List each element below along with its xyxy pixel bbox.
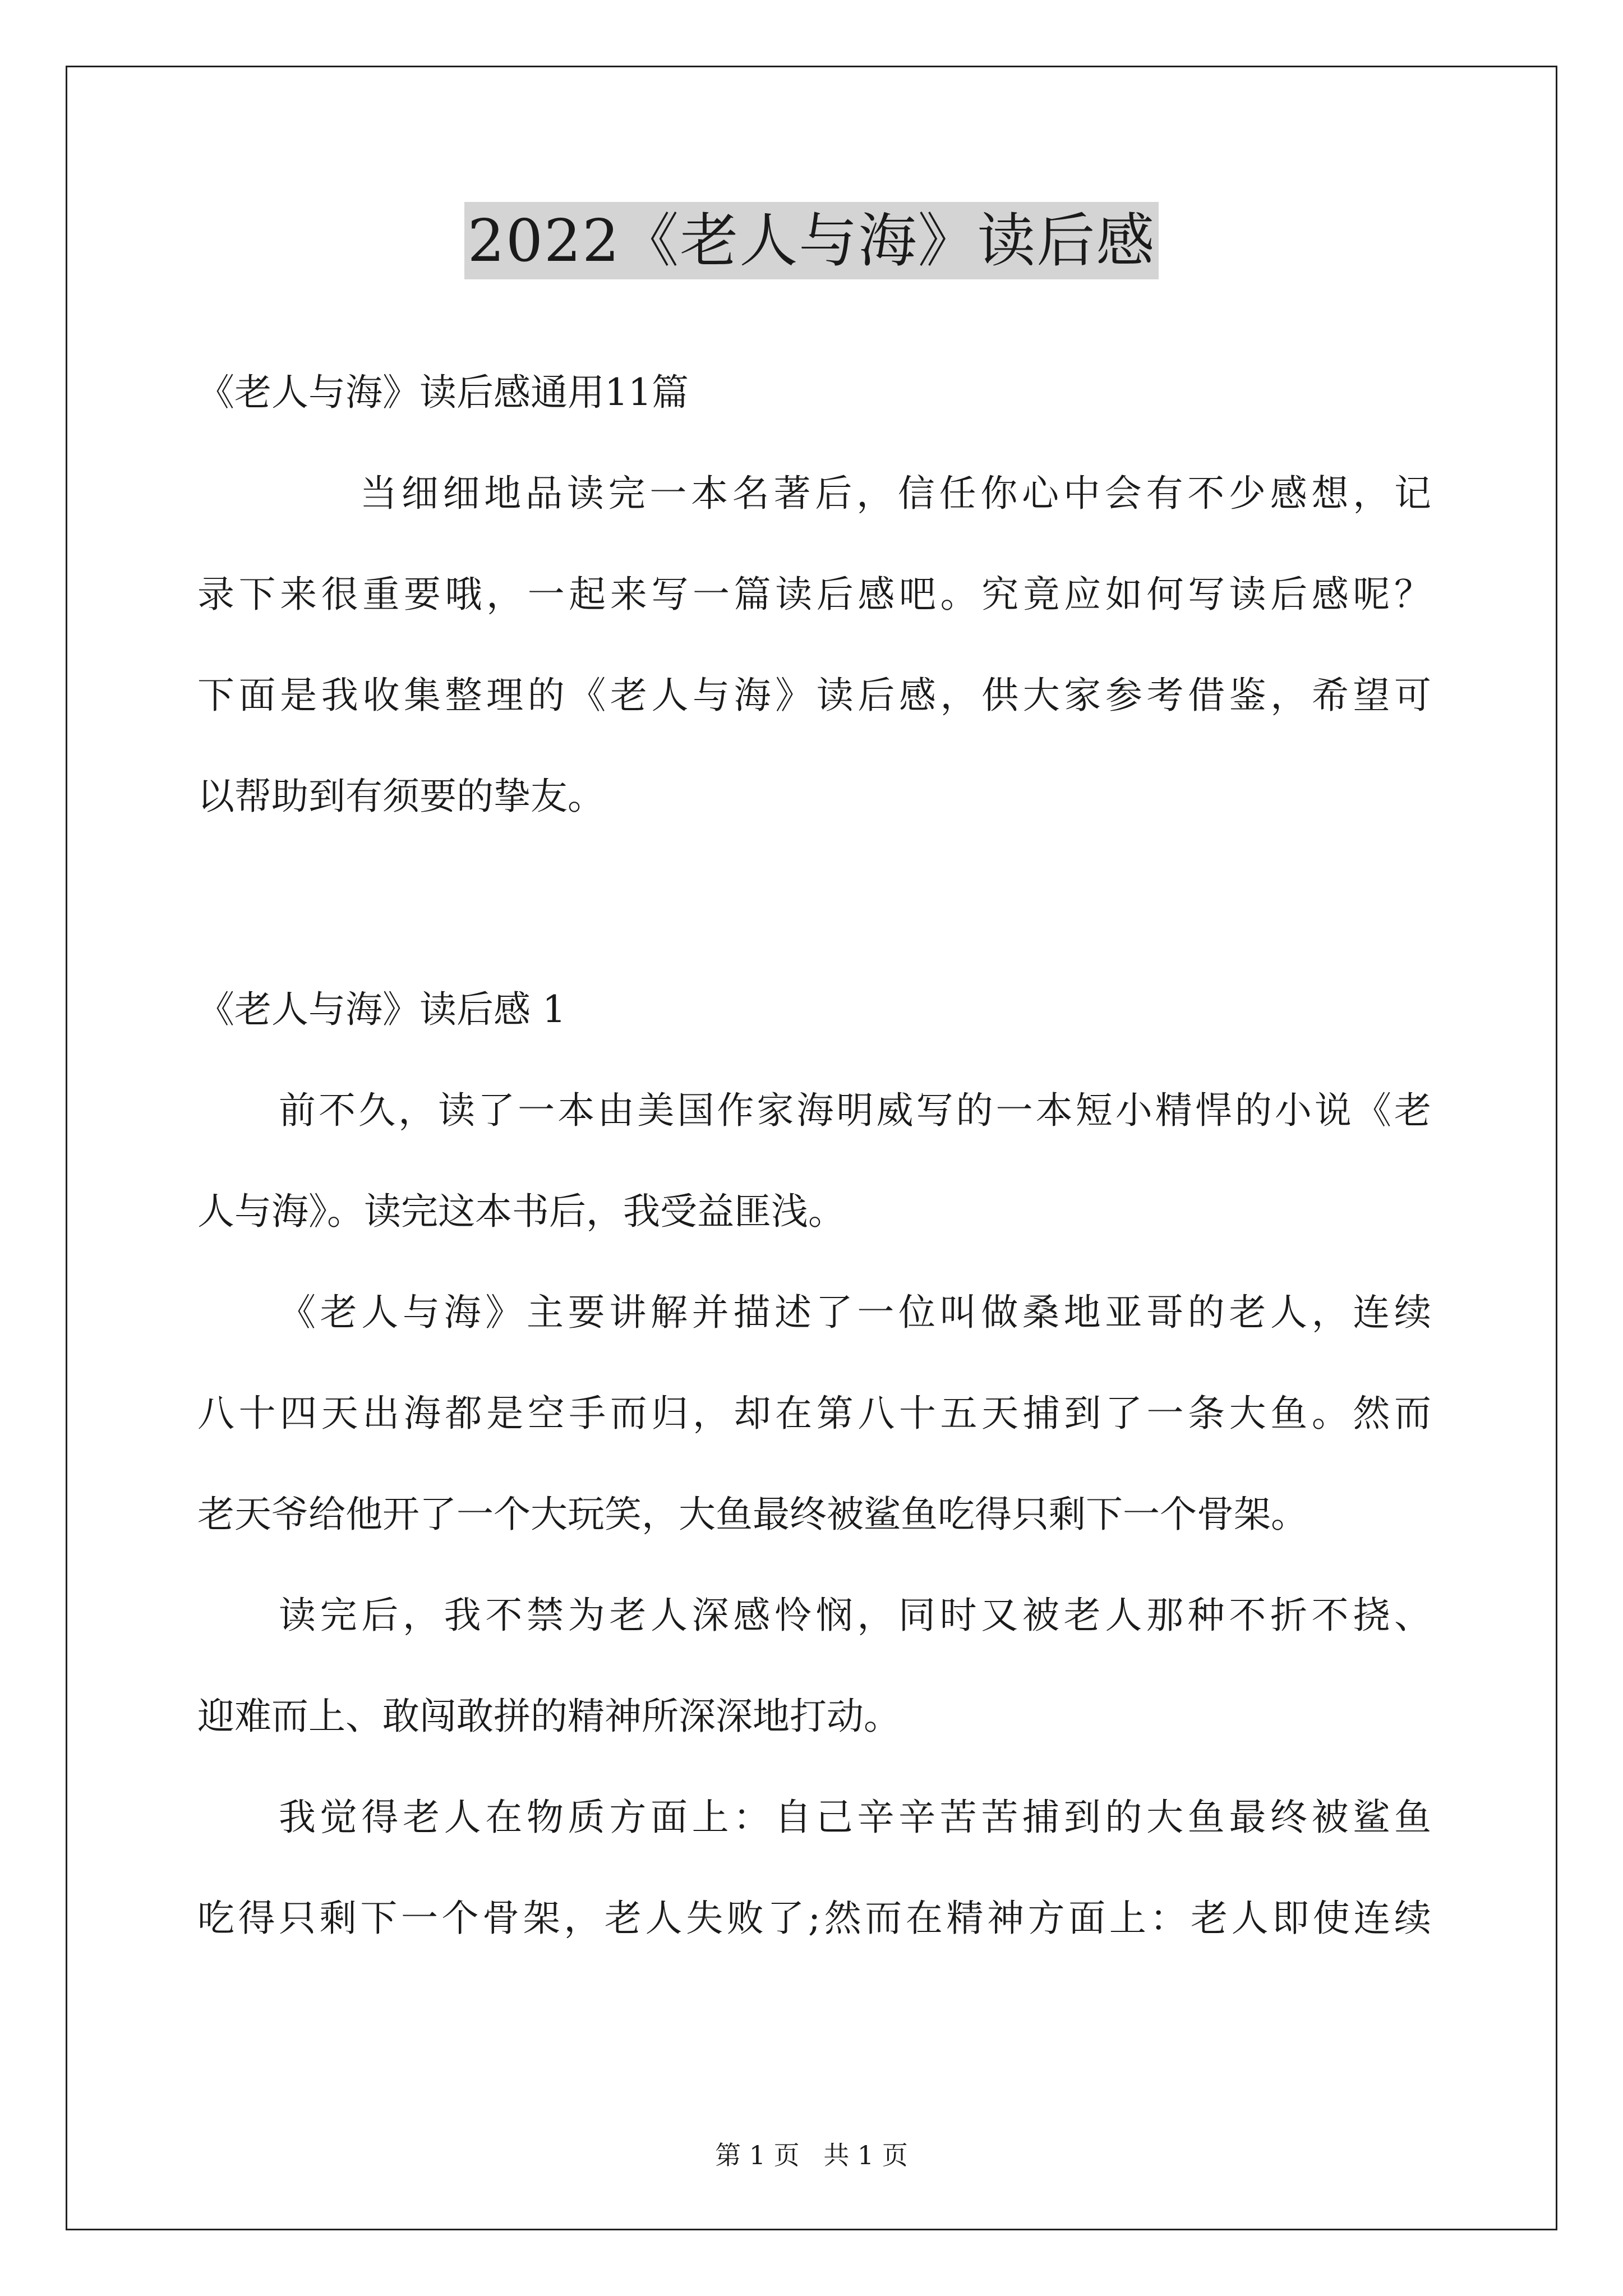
paragraph-line: 吃得只剩下一个骨架，老人失败了;然而在精神方面上：老人即使连续 <box>197 1897 1431 1940</box>
paragraph-line: 人与海》。读完这本书后，我受益匪浅。 <box>197 1190 845 1233</box>
paragraph-gap <box>197 847 1431 959</box>
paragraph-line: 迎难而上、敢闯敢拼的精神所深深地打动。 <box>197 1695 901 1738</box>
document-title: 2022《老人与海》读后感 <box>464 202 1159 279</box>
section-heading: 《老人与海》读后感 1 <box>197 988 566 1031</box>
paragraph-line: 老天爷给他开了一个大玩笑，大鱼最终被鲨鱼吃得只剩下一个骨架。 <box>197 1493 1308 1536</box>
intro-line: 录下来很重要哦，一起来写一篇读后感吧。究竟应如何写读后感呢？ <box>197 573 1431 616</box>
page-number: 第 1 页 <box>715 2140 800 2170</box>
paragraph-line: 我觉得老人在物质方面上：自己辛辛苦苦捕到的大鱼最终被鲨鱼 <box>279 1796 1431 1839</box>
page-total: 共 1 页 <box>823 2140 908 2170</box>
document-body <box>197 342 1431 1969</box>
paragraph-line: 八十四天出海都是空手而归，却在第八十五天捕到了一条大鱼。然而 <box>197 1392 1431 1435</box>
paragraph-line: 前不久，读了一本由美国作家海明威写的一本短小精悍的小说《老 <box>279 1089 1431 1132</box>
document-subtitle: 《老人与海》读后感通用11篇 <box>197 371 689 414</box>
intro-line: 当细细地品读完一本名著后，信任你心中会有不少感想，记 <box>360 472 1431 515</box>
paragraph-line: 读完后，我不禁为老人深感怜悯，同时又被老人那种不折不挠、 <box>279 1594 1431 1637</box>
paragraph-line: 《老人与海》主要讲解并描述了一位叫做桑地亚哥的老人，连续 <box>279 1291 1431 1334</box>
title-container <box>0 202 1623 279</box>
intro-line: 下面是我收集整理的《老人与海》读后感，供大家参考借鉴，希望可 <box>197 674 1431 717</box>
page-footer <box>0 2138 1623 2172</box>
intro-line: 以帮助到有须要的挚友。 <box>197 775 605 818</box>
